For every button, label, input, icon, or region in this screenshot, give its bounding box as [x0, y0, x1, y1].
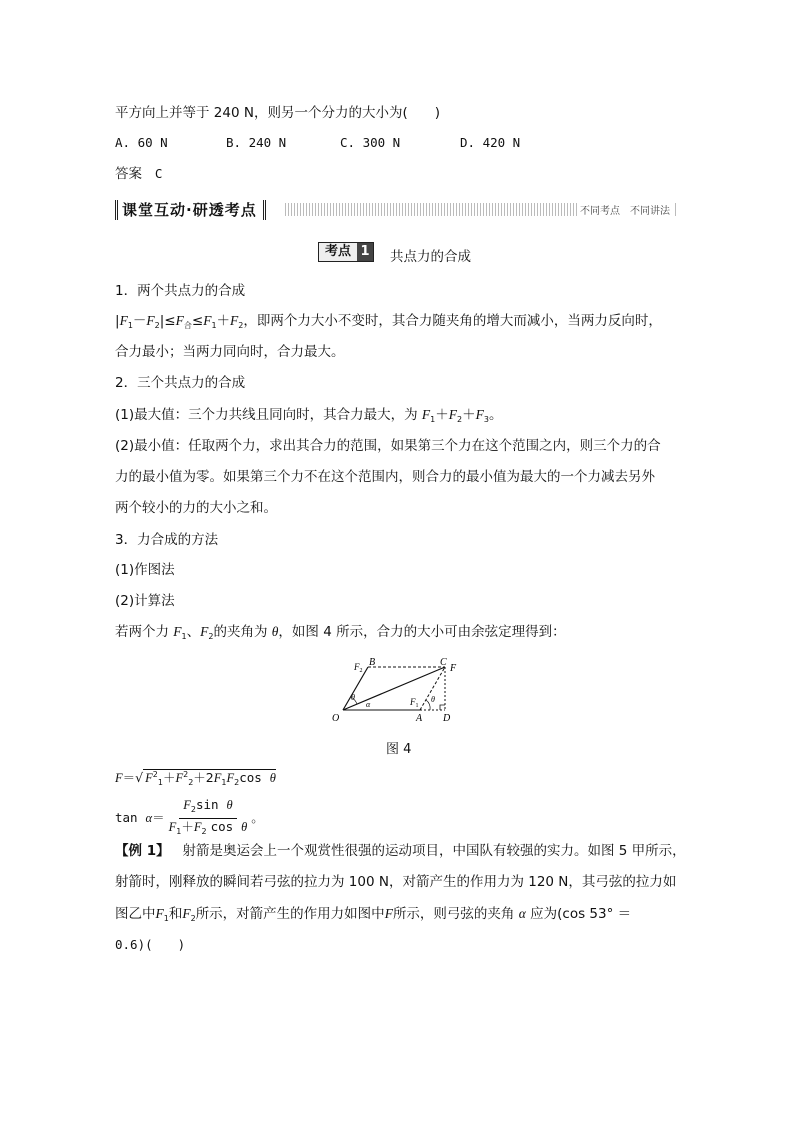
s2-min-line1: (2)最小值：任取两个力，求出其合力的范围，如果第三个力在这个范围之内，则三个力的合 [115, 438, 661, 454]
s2-heading: 2．三个共点力的合成 [115, 375, 246, 391]
banner-right-text: 不同考点 不同讲法 [577, 202, 673, 217]
s1-heading: 1．两个共点力的合成 [115, 283, 246, 299]
option-b: B. 240 N [226, 135, 287, 150]
right-angle-mark [440, 705, 445, 710]
label-f2: $F_2$ [354, 662, 363, 674]
label-c: C [440, 657, 447, 668]
vector-oc [343, 667, 445, 710]
s2-min-line2: 力的最小值为零。如果第三个力不在这个范围内，则合力的最小值为最大的一个力减去另外 [115, 469, 655, 485]
tan-fraction: $\frac{F_2\sin \theta}{F_1+F_2 \cos \theta}$ [168, 797, 248, 836]
label-d: D [443, 713, 451, 724]
label-f1: $F_1$ [410, 697, 419, 709]
example-3a: 图乙中 [115, 906, 156, 922]
vector-ob [343, 667, 368, 710]
section-banner [115, 200, 677, 220]
formula-tangent: tan α＝ $\frac{F_2\sin \theta}{F_1+F_2 \cos \theta}$ 。 [115, 797, 264, 840]
figure-caption: 图 4 [386, 742, 412, 757]
s2-max-text: (1)最大值：三个力共线且同向时，其合力最大，为 [115, 407, 418, 423]
s1-line1-tail: ，即两个力大小不变时，其合力随夹角的增大而减小，当两力反向时， [243, 313, 662, 329]
example-3e: 应为(cos 53° ＝ [530, 906, 632, 922]
s3-line-c: ，如图 4 所示，合力的大小可由余弦定理得到： [278, 624, 566, 640]
option-c: C. 300 N [340, 135, 401, 150]
banner-title: 课堂互动·研透考点 [115, 200, 266, 220]
label-theta-a: θ [431, 695, 435, 704]
answer-value: C [154, 166, 163, 181]
example-3d: 所示，则弓弦的夹角 [392, 906, 515, 922]
label-o: O [332, 713, 340, 724]
example-text1: 射箭是奥运会上一个观赏性很强的运动项目，中国队有较强的实力。如图 5 甲所示， [182, 843, 686, 859]
theta-arc-a [426, 700, 430, 710]
label-alpha: α [366, 700, 371, 709]
formula-magnitude: F＝√ $F^2_1+F^2_2+2F_1F_2\cos$ θ [115, 770, 276, 787]
s2-min-line3: 两个较小的力的大小之和。 [115, 500, 277, 516]
s3-line-b: 的夹角为 [213, 624, 268, 640]
kaodian-number: 1 [357, 243, 373, 261]
example-line3: 图乙中$F_1$和$F_2$所示，对箭产生的作用力如图中F所示，则弓弦的夹角 α 应为(cos 53° ＝ [115, 906, 632, 923]
example-3b: 和 [168, 906, 183, 922]
question-tail: 平方向上并等于 240 N，则另一个分力的大小为( ) [115, 105, 440, 121]
s1-inequality-line: $|F_1-F_2|\le F_合\le F_1+F_2$，即两个力大小不变时，其合力随夹角的增大而减小，当两力反向时， [115, 313, 662, 330]
label-a: A [416, 713, 423, 724]
label-b: B [369, 657, 376, 668]
example-line4: 0.6)( ) [115, 937, 186, 952]
s3-method1: (1)作图法 [115, 562, 175, 578]
kaodian-label: 考点 [319, 243, 357, 261]
force-parallelogram-figure [330, 652, 470, 728]
s3-line-a: 若两个力 [115, 624, 169, 640]
kaodian-badge [318, 242, 374, 262]
example-line1 [115, 841, 686, 861]
s3-heading: 3．力合成的方法 [115, 532, 219, 548]
option-a: A. 60 N [115, 135, 168, 150]
kaodian-title: 共点力的合成 [390, 249, 471, 265]
s2-max-line: (1)最大值：三个力共线且同向时，其合力最大，为 $F_1+F_2+F_3$。 [115, 407, 503, 424]
option-d: D. 420 N [460, 135, 521, 150]
example-line2: 射箭时，刚释放的瞬间若弓弦的拉力为 100 N，对箭产生的作用力为 120 N，其弓弦的拉力如 [115, 874, 677, 890]
answer-line [115, 164, 162, 184]
s1-line2: 合力最小；当两力同向时，合力最大。 [115, 344, 345, 360]
label-f: F [450, 663, 457, 674]
example-tag: 【例 1】 [115, 843, 170, 859]
label-theta: θ [351, 693, 355, 702]
s3-angle-line: 若两个力 $F_1$、$F_2$的夹角为 θ，如图 4 所示，合力的大小可由余弦定理得到： [115, 624, 566, 641]
example-3c: 所示，对箭产生的作用力如图中 [195, 906, 385, 922]
s3-method2: (2)计算法 [115, 593, 175, 609]
answer-label: 答案 [115, 166, 142, 182]
